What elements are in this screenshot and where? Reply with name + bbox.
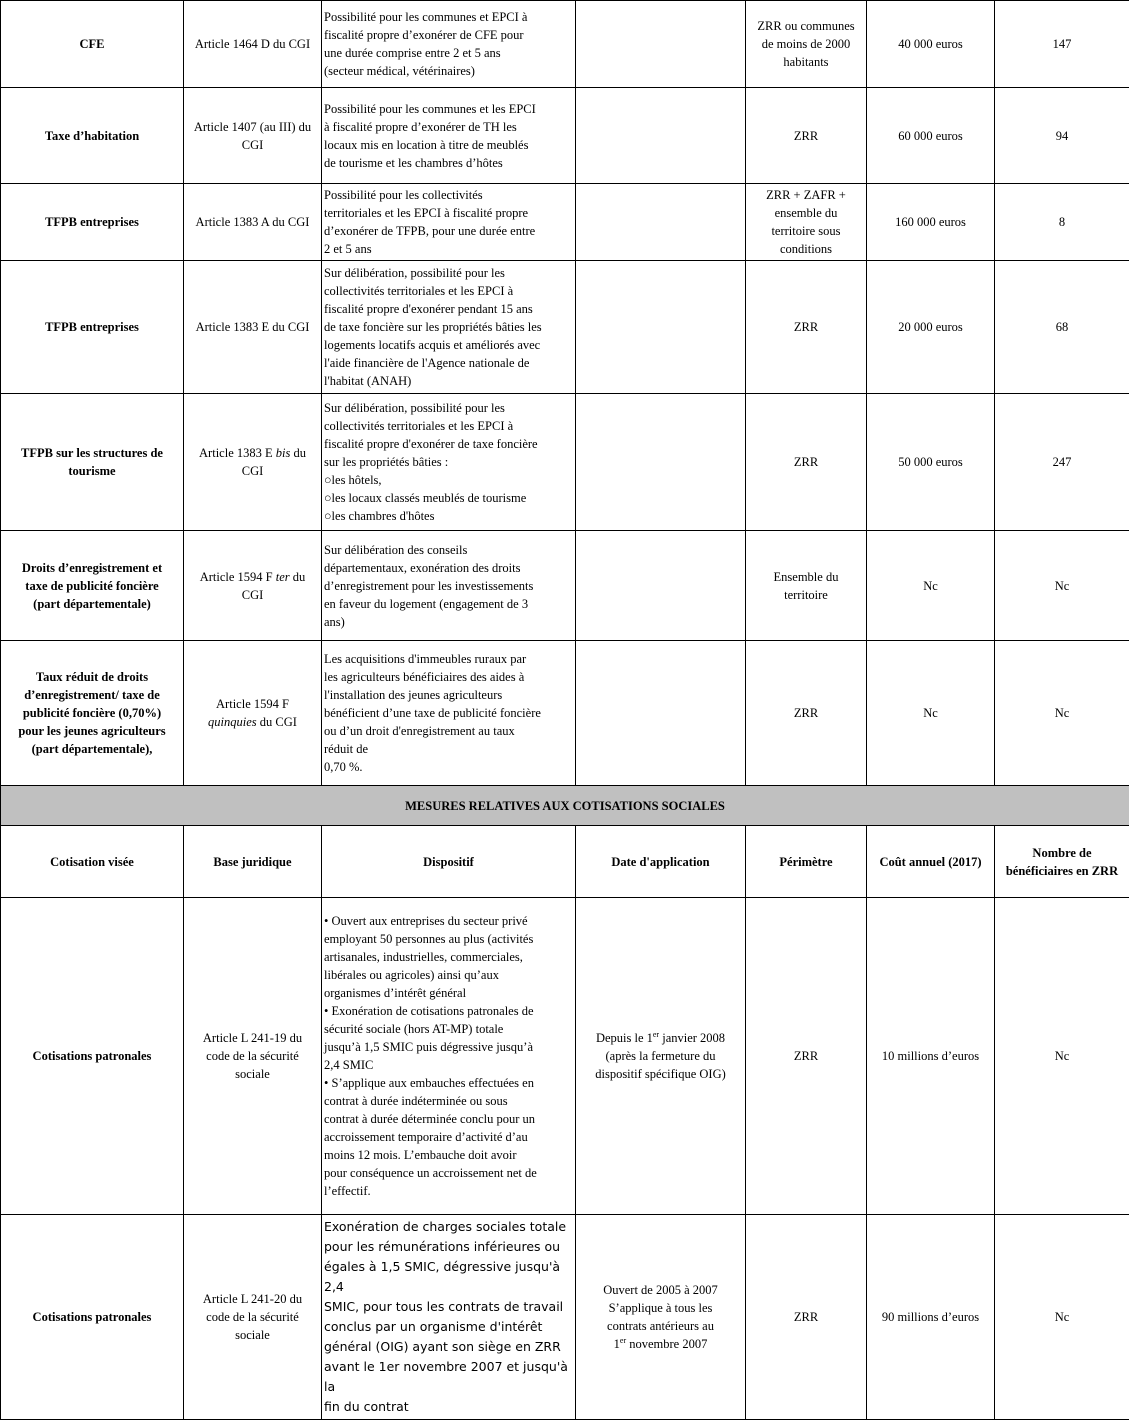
- base-cell: Article 1383 A du CGI: [184, 184, 322, 261]
- date-cell: [576, 1, 746, 88]
- tax-cell: Taxe d’habitation: [1, 88, 184, 184]
- column-header-row: [1, 826, 1129, 898]
- nb-cell: 68: [995, 261, 1129, 394]
- cout-cell: 50 000 euros: [867, 394, 995, 531]
- table-row: [1, 898, 1129, 1215]
- base-cell: Article L 241-20 du code de la sécurité sociale: [184, 1215, 322, 1420]
- cout-cell: Nc: [867, 531, 995, 641]
- dispositif-cell: • Ouvert aux entreprises du secteur privé employant 50 personnes au plus (activités artisanales, industrielles, commerciales, libérales ou agricoles) ainsi qu’aux organismes d’intérêt général • Exonération de cotisations patronales de sécurité sociale (hors AT-MP) totale jusqu’à 1,5 SMIC puis dégressive jusqu’à 2,4 SMIC • S’applique aux embauches effectuées en contrat à durée indéterminée ou sous contrat à durée déterminée conclu pour un accroissement temporaire d’activité d’au moins 12 mois. L’embauche doit avoir pour conséquence un accroissement net de l’effectif.: [322, 898, 576, 1215]
- cout-cell: 20 000 euros: [867, 261, 995, 394]
- header-date: Date d'application: [576, 826, 746, 898]
- cout-cell: 160 000 euros: [867, 184, 995, 261]
- tax-cell: Taux réduit de droits d’enregistrement/ taxe de publicité foncière (0,70%) pour les jeunes agriculteurs (part départementale),: [1, 641, 184, 786]
- base-cell: Article 1383 E du CGI: [184, 261, 322, 394]
- nb-cell: Nc: [995, 1215, 1129, 1420]
- header-base: Base juridique: [184, 826, 322, 898]
- dispositif-cell: Exonération de charges sociales totale pour les rémunérations inférieures ou égales à 1,5 SMIC, dégressive jusqu'à 2,4 SMIC, pour tous les contrats de travail conclus par un organisme d'intérêt général (OIG) ayant son siège en ZRR avant le 1er novembre 2007 et jusqu'à la fin du contrat: [322, 1215, 576, 1420]
- perimetre-cell: Ensemble du territoire: [746, 531, 867, 641]
- dispositif-cell: Sur délibération, possibilité pour les collectivités territoriales et les EPCI à fiscalité propre d'exonérer pendant 15 ans de taxe foncière sur les propriétés bâties les logements locatifs acquis et améliorés avec l'aide financière de l'Agence nationale de l'habitat (ANAH): [322, 261, 576, 394]
- perimetre-cell: ZRR: [746, 261, 867, 394]
- perimetre-cell: ZRR ou communes de moins de 2000 habitants: [746, 1, 867, 88]
- dispositif-cell: Possibilité pour les communes et les EPCI à fiscalité propre d’exonérer de TH les locaux mis en location à titre de meublés de tourisme et les chambres d’hôtes: [322, 88, 576, 184]
- dispositif-cell: Possibilité pour les collectivités territoriales et les EPCI à fiscalité propre d’exonérer de TFPB, pour une durée entre 2 et 5 ans: [322, 184, 576, 261]
- date-cell: Ouvert de 2005 à 2007 S’applique à tous les contrats antérieurs au 1er novembre 2007: [576, 1215, 746, 1420]
- section-title: MESURES RELATIVES AUX COTISATIONS SOCIALES: [1, 786, 1129, 826]
- tax-cell: TFPB entreprises: [1, 184, 184, 261]
- tax-cell: TFPB sur les structures de tourisme: [1, 394, 184, 531]
- dispositif-cell: Sur délibération des conseils départementaux, exonération des droits d’enregistrement pour les investissements en faveur du logement (engagement de 3 ans): [322, 531, 576, 641]
- perimetre-cell: ZRR + ZAFR + ensemble du territoire sous conditions: [746, 184, 867, 261]
- base-cell: Article 1464 D du CGI: [184, 1, 322, 88]
- table-row: [1, 261, 1129, 394]
- date-cell: [576, 641, 746, 786]
- dispositif-cell: Sur délibération, possibilité pour les collectivités territoriales et les EPCI à fiscalité propre d'exonérer de taxe foncière sur les propriétés bâties : ○les hôtels, ○les locaux classés meublés de tourisme ○les chambres d'hôtes: [322, 394, 576, 531]
- tax-cell: Cotisations patronales: [1, 898, 184, 1215]
- nb-cell: 94: [995, 88, 1129, 184]
- perimetre-cell: ZRR: [746, 88, 867, 184]
- date-cell: [576, 88, 746, 184]
- cout-cell: 40 000 euros: [867, 1, 995, 88]
- header-perimetre: Périmètre: [746, 826, 867, 898]
- perimetre-cell: ZRR: [746, 898, 867, 1215]
- base-cell: Article L 241-19 du code de la sécurité sociale: [184, 898, 322, 1215]
- perimetre-cell: ZRR: [746, 394, 867, 531]
- base-cell: Article 1407 (au III) du CGI: [184, 88, 322, 184]
- section-header-row: [1, 786, 1129, 826]
- date-cell: [576, 184, 746, 261]
- tax-cell: Droits d’enregistrement et taxe de publicité foncière (part départementale): [1, 531, 184, 641]
- table-row: [1, 394, 1129, 531]
- header-dispositif: Dispositif: [322, 826, 576, 898]
- table-row: [1, 531, 1129, 641]
- nb-cell: Nc: [995, 641, 1129, 786]
- base-cell: Article 1383 E bis du CGI: [184, 394, 322, 531]
- nb-cell: 147: [995, 1, 1129, 88]
- header-cout: Coût annuel (2017): [867, 826, 995, 898]
- tax-cell: TFPB entreprises: [1, 261, 184, 394]
- date-cell: Depuis le 1er janvier 2008 (après la fermeture du dispositif spécifique OIG): [576, 898, 746, 1215]
- header-cotisation: Cotisation visée: [1, 826, 184, 898]
- nb-cell: 8: [995, 184, 1129, 261]
- nb-cell: Nc: [995, 898, 1129, 1215]
- table-row: [1, 88, 1129, 184]
- dispositif-cell: Possibilité pour les communes et EPCI à fiscalité propre d’exonérer de CFE pour une durée comprise entre 2 et 5 ans (secteur médical, vétérinaires): [322, 1, 576, 88]
- perimetre-cell: ZRR: [746, 1215, 867, 1420]
- nb-cell: 247: [995, 394, 1129, 531]
- table-row: [1, 184, 1129, 261]
- header-beneficiaires: Nombre de bénéficiaires en ZRR: [995, 826, 1129, 898]
- table-row: [1, 1215, 1129, 1420]
- cout-cell: 60 000 euros: [867, 88, 995, 184]
- cout-cell: Nc: [867, 641, 995, 786]
- cout-cell: 90 millions d’euros: [867, 1215, 995, 1420]
- date-cell: [576, 531, 746, 641]
- tax-cell: CFE: [1, 1, 184, 88]
- base-cell: Article 1594 F ter du CGI: [184, 531, 322, 641]
- nb-cell: Nc: [995, 531, 1129, 641]
- table-row: [1, 641, 1129, 786]
- dispositif-cell: Les acquisitions d'immeubles ruraux par les agriculteurs bénéficiaires des aides à l'installation des jeunes agriculteurs bénéficient d’une taxe de publicité foncière ou d’un droit d'enregistrement au taux réduit de 0,70 %.: [322, 641, 576, 786]
- perimetre-cell: ZRR: [746, 641, 867, 786]
- base-cell: Article 1594 F quinquies du CGI: [184, 641, 322, 786]
- date-cell: [576, 261, 746, 394]
- tax-cell: Cotisations patronales: [1, 1215, 184, 1420]
- date-cell: [576, 394, 746, 531]
- cout-cell: 10 millions d’euros: [867, 898, 995, 1215]
- table-row: [1, 1, 1129, 88]
